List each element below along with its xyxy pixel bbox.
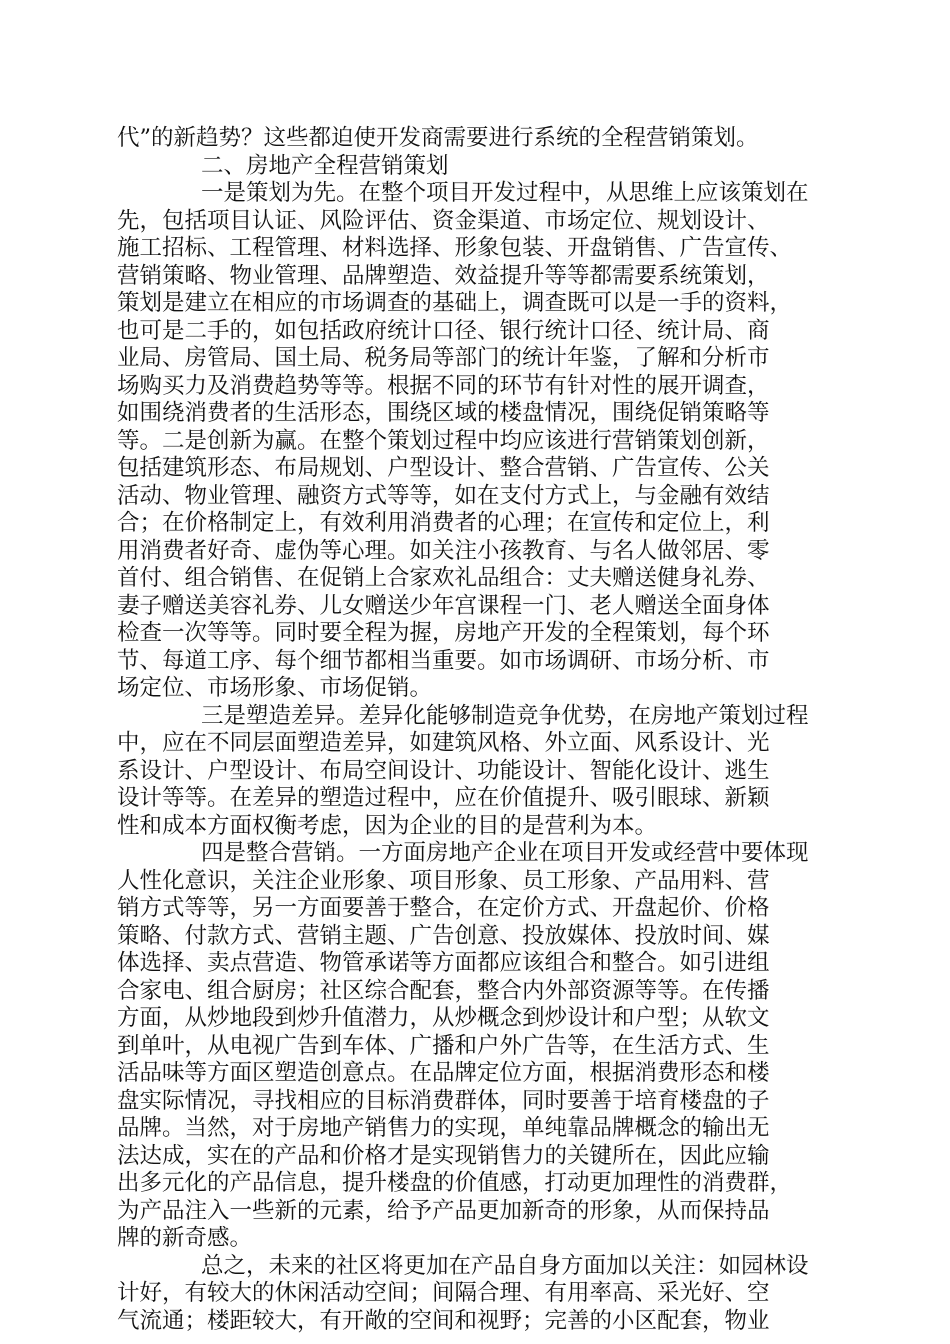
text-line: 计好，有较大的休闲活动空间；间隔合理、有用率高、采光好、空 — [117, 1280, 770, 1306]
text-line: 包括建筑形态、布局规划、户型设计、整合营销、广告宣传、公关 — [117, 455, 770, 481]
text-line: 到单叶，从电视广告到车体、广播和户外广告等，在生活方式、生 — [117, 1032, 770, 1059]
text-line: 一是策划为先。在整个项目开发过程中，从思维上应该策划在 — [201, 180, 809, 206]
text-line: 三是塑造差异。差异化能够制造竞争优势，在房地产策划过程 — [201, 702, 809, 729]
text-line: 首付、组合销售、在促销上合家欢礼品组合：丈夫赠送健身礼券、 — [117, 565, 770, 591]
text-line: 牌的新奇感。 — [117, 1225, 253, 1251]
text-line: 盘实际情况，寻找相应的目标消费群体，同时要善于培育楼盘的子 — [117, 1087, 770, 1114]
text-line: 法达成，实在的产品和价格才是实现销售力的关键所在，因此应输 — [117, 1142, 770, 1169]
text-line: 方面，从炒地段到炒升值潜力，从炒概念到炒设计和户型；从软文 — [117, 1005, 770, 1031]
text-line: 场购买力及消费趋势等等。根据不同的环节有针对性的展开调查， — [117, 372, 770, 399]
text-line: 中，应在不同层面塑造差异，如建筑风格、外立面、风系设计、光 — [117, 730, 770, 756]
text-line: 活动、物业管理、融资方式等等，如在支付方式上，与金融有效结 — [117, 482, 770, 509]
text-line: 节、每道工序、每个细节都相当重要。如市场调研、市场分析、市 — [117, 647, 770, 674]
text-line: 业局、房管局、国土局、税务局等部门的统计年鉴，了解和分析市 — [117, 345, 770, 371]
text-line: 人性化意识，关注企业形象、项目形象、员工形象、产品用料、营 — [117, 867, 770, 894]
text-line: 四是整合营销。一方面房地产企业在项目开发或经营中要体现 — [201, 840, 809, 866]
text-line: 代”的新趋势？这些都迫使开发商需要进行系统的全程营销策划。 — [117, 125, 759, 151]
text-line: 销方式等等，另一方面要善于整合，在定价方式、开盘起价、价格 — [117, 895, 770, 921]
text-line: 等。二是创新为赢。在整个策划过程中均应该进行营销策划创新， — [117, 427, 770, 454]
text-line: 营销策略、物业管理、品牌塑造、效益提升等等都需要系统策划， — [117, 262, 770, 289]
text-line: 策划是建立在相应的市场调查的基础上，调查既可以是一手的资料， — [117, 290, 793, 316]
text-line: 体选择、卖点营造、物管承诺等方面都应该组合和整合。如引进组 — [117, 950, 770, 976]
text-line: 合家电、组合厨房；社区综合配套，整合内外部资源等等。在传播 — [117, 977, 770, 1004]
text-line: 设计等等。在差异的塑造过程中，应在价值提升、吸引眼球、新颖 — [117, 785, 770, 811]
text-line: 也可是二手的，如包括政府统计口径、银行统计口径、统计局、商 — [117, 317, 770, 344]
text-line: 系设计、户型设计、布局空间设计、功能设计、智能化设计、逃生 — [117, 757, 770, 784]
text-line: 检查一次等等。同时要全程为握，房地产开发的全程策划，每个环 — [117, 620, 770, 646]
text-line: 活品味等方面区塑造创意点。在品牌定位方面，根据消费形态和楼 — [117, 1060, 770, 1086]
text-line: 妻子赠送美容礼券、儿女赠送少年宫课程一门、老人赠送全面身体 — [117, 592, 770, 619]
text-line: 总之，未来的社区将更加在产品自身方面加以关注：如园林设 — [201, 1252, 809, 1279]
text-line: 施工招标、工程管理、材料选择、形象包装、开盘销售、广告宣传、 — [117, 235, 793, 261]
text-line: 出多元化的产品信息，提升楼盘的价值感，打动更加理性的消费群， — [117, 1170, 793, 1196]
text-line: 二、房地产全程营销策划 — [201, 152, 449, 179]
body-text — [117, 125, 829, 1335]
text-line: 先，包括项目认证、风险评估、资金渠道、市场定位、规划设计、 — [117, 207, 770, 234]
text-line: 合；在价格制定上，有效利用消费者的心理；在宣传和定位上，利 — [117, 510, 770, 536]
text-line: 如围绕消费者的生活形态，围绕区域的楼盘情况，围绕促销策略等 — [117, 400, 770, 426]
text-line: 气流通；楼距较大，有开敞的空间和视野；完善的小区配套，物业 — [117, 1307, 770, 1334]
text-line: 品牌。当然，对于房地产销售力的实现，单纯靠品牌概念的输出无 — [117, 1115, 770, 1141]
text-line: 策略、付款方式、营销主题、广告创意、投放媒体、投放时间、媒 — [117, 922, 770, 949]
text-line: 场定位、市场形象、市场促销。 — [117, 675, 433, 701]
text-line: 为产品注入一些新的元素，给予产品更加新奇的形象，从而保持品 — [117, 1197, 770, 1224]
text-line: 用消费者好奇、虚伪等心理。如关注小孩教育、与名人做邻居、零 — [117, 537, 770, 564]
text-line: 性和成本方面权衡考虑，因为企业的目的是营利为本。 — [117, 812, 658, 839]
